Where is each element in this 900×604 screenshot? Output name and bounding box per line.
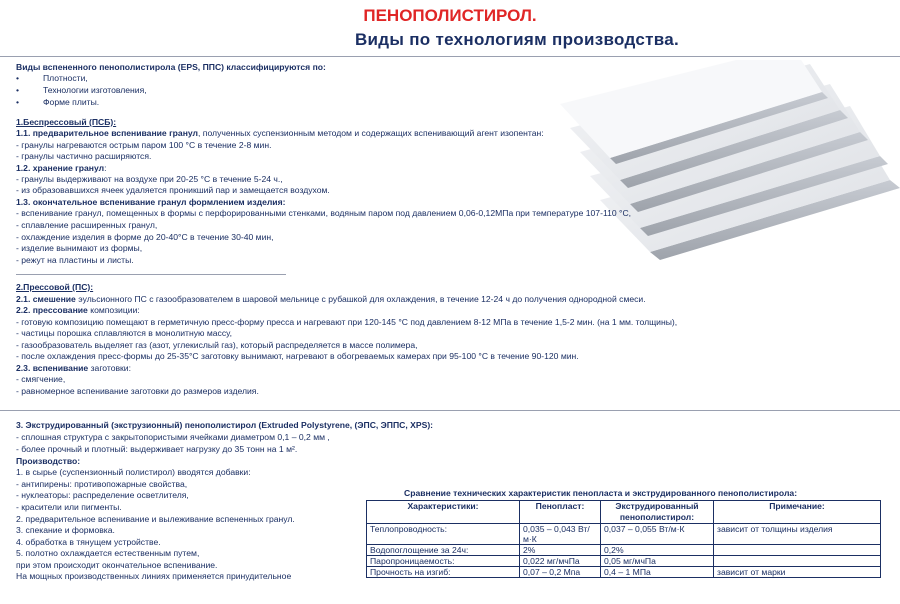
section1-2-line — [16, 163, 106, 174]
table-cell: 0,4 – 1 МПа — [601, 567, 714, 578]
section1-2-colon: : — [104, 163, 107, 173]
section2-1-line — [16, 294, 646, 305]
table-row — [367, 545, 881, 556]
text-line: - гранулы нагреваются острым паром 100 °С в течение 2-8 мин. — [16, 140, 272, 150]
table-cell — [714, 556, 881, 567]
section3-heading: 3. Экструдированный (экструзионный) пенополистирол (Extruded Polystyrene, (ЭПС, ЭППС, XPS): — [16, 420, 434, 430]
text-line: На мощных производственных линиях применяется принудительное — [16, 571, 292, 581]
table-row — [367, 556, 881, 567]
table-cell: 0,022 мг/мчПа — [520, 556, 601, 567]
table-cell: Теплопроводность: — [367, 524, 520, 545]
bullet-dot: • — [16, 97, 20, 107]
text-line: - охлаждение изделия в форме до 20-40°С в течение 30-40 мин, — [16, 232, 274, 242]
section2-heading: 2.Прессовой (ПС): — [16, 282, 94, 292]
table-cell: 0,035 – 0,043 Вт/м·К — [520, 524, 601, 545]
section1-1-title: 1.1. предварительное вспенивание гранул — [16, 128, 199, 138]
text-line: - сплавление расширенных гранул, — [16, 220, 158, 230]
header-divider — [0, 56, 900, 57]
text-line: 2. предварительное вспенивание и вылеживание вспененных гранул. — [16, 514, 295, 524]
text-line: - гранулы выдерживают на воздухе при 20-25 °С в течение 5-24 ч., — [16, 174, 283, 184]
text-line: - после охлаждения пресс-формы до 25-35°С заготовку вынимают, нагревают в обогреваемых камерах при 95-100 °С в течение 90-120 мин. — [16, 351, 579, 361]
table-cell: зависит от марки — [714, 567, 881, 578]
section2-3-line — [16, 363, 131, 374]
table-cell: Прочность на изгиб: — [367, 567, 520, 578]
text-line: - из образовавшихся ячеек удаляется проникший пар и замещается воздухом. — [16, 185, 330, 195]
text-line: - равномерное вспенивание заготовки до размеров изделия. — [16, 386, 259, 396]
intro-line: Виды вспененного пенополистирола (EPS, ППС) классифицируются по: — [16, 62, 326, 72]
text-line: - вспенивание гранул, помещенных в формы с перфорированными стенками, водяным паром под давлением 0,06-0,12МПа при температуре 107-110 °С, — [16, 208, 632, 218]
text-line: 5. полотно охлаждается естественным путем, — [16, 548, 200, 558]
text-line: - антипирены: противопожарные свойства, — [16, 479, 188, 489]
table-header-cell: Характеристики: — [367, 501, 520, 524]
section2-2-rest: композиции: — [87, 305, 140, 315]
page-subtitle: Виды по технологиям производства. — [354, 30, 680, 49]
table-cell: Водопоглощение за 24ч: — [367, 545, 520, 556]
text-line: 3. спекание и формовка. — [16, 525, 115, 535]
section2-3-rest: заготовки: — [88, 363, 131, 373]
text-line: - более прочный и плотный: выдерживает нагрузку до 35 тонн на 1 м². — [16, 444, 298, 454]
page-title: ПЕНОПОЛИСТИРОЛ. — [363, 6, 537, 25]
table-header-row — [367, 501, 881, 524]
foam-slabs-image — [560, 60, 900, 290]
section2-1-rest: эульсионного ПС с газообразователем в шаровой мельнице с рубашкой для охлаждения, в течение 12-24 ч до получения однородной смеси. — [75, 294, 646, 304]
comparison-table — [366, 500, 881, 578]
table-header-cell: Примечание: — [714, 501, 881, 524]
section2-2-line — [16, 305, 140, 316]
bullet-label: Плотности, — [43, 73, 88, 83]
bullet-label: Форме плиты. — [43, 97, 100, 107]
text-line: - гранулы частично расширяются. — [16, 151, 152, 161]
text-line: - газообразователь выделяет газ (азот, углекислый газ), который распределяется в массе полимера, — [16, 340, 418, 350]
table-cell: Паропроницаемость: — [367, 556, 520, 567]
section1-heading: 1.Беспрессовый (ПСБ): — [16, 117, 117, 127]
text-line: - готовую композицию помещают в герметичную пресс-форму пресса и нагревают при 120-145 °С под давлением 8-12 МПа в течение 1,5-2 мин. (на 1 мм. толщины), — [16, 317, 678, 327]
text-line: - изделие вынимают из формы, — [16, 243, 143, 253]
table-cell: 0,2% — [601, 545, 714, 556]
text-line: 4. обработка в тянущем устройстве. — [16, 537, 161, 547]
text-line: 1. в сырье (суспензионный полистирол) вводятся добавки: — [16, 467, 251, 477]
section-divider — [16, 274, 286, 275]
table-row — [367, 524, 881, 545]
table-cell: зависит от толщины изделия — [714, 524, 881, 545]
table-row — [367, 567, 881, 578]
table-header-cell: Экструдированный пенополистирол: — [601, 501, 714, 524]
section1-1-line — [16, 128, 544, 139]
text-line: - сплошная структура с закрытопористыми ячейками диаметром 0,1 – 0,2 мм , — [16, 432, 330, 442]
text-line: - нуклеаторы: распределение осветлителя, — [16, 490, 189, 500]
bullet-dot: • — [16, 73, 20, 83]
table-cell — [714, 545, 881, 556]
section1-2-title: 1.2. хранение гранул — [16, 163, 105, 173]
section-divider — [0, 410, 900, 411]
section2-2-title: 2.2. прессование — [16, 305, 88, 315]
table-cell: 0,07 – 0,2 Мпа — [520, 567, 601, 578]
section1-3-title: 1.3. окончательное вспенивание гранул формлением изделия: — [16, 197, 286, 207]
table-cell: 0,05 мг/мчПа — [601, 556, 714, 567]
text-line: - частицы порошка сплавляются в монолитную массу, — [16, 328, 232, 338]
section2-3-title: 2.3. вспенивание — [16, 363, 89, 373]
section1-1-rest: , полученных суспензионным методом и содержащих вспенивающий агент изопентан: — [198, 128, 544, 138]
table-cell: 2% — [520, 545, 601, 556]
section2-1-title: 2.1. смешение — [16, 294, 76, 304]
text-line: - смягчение, — [16, 374, 66, 384]
bullet-label: Технологии изготовления, — [43, 85, 147, 95]
text-line: - режут на пластины и листы. — [16, 255, 134, 265]
table-header-cell: Пенопласт: — [520, 501, 601, 524]
text-line: - красители или пигменты. — [16, 502, 122, 512]
production-heading: Производство: — [16, 456, 81, 466]
table-cell: 0,037 – 0,055 Вт/м·К — [601, 524, 714, 545]
table-caption: Сравнение технических характеристик пенопласта и экструдированного пенополистирола: — [404, 488, 798, 498]
text-line: при этом происходит окончательное вспенивание. — [16, 560, 218, 570]
bullet-dot: • — [16, 85, 20, 95]
